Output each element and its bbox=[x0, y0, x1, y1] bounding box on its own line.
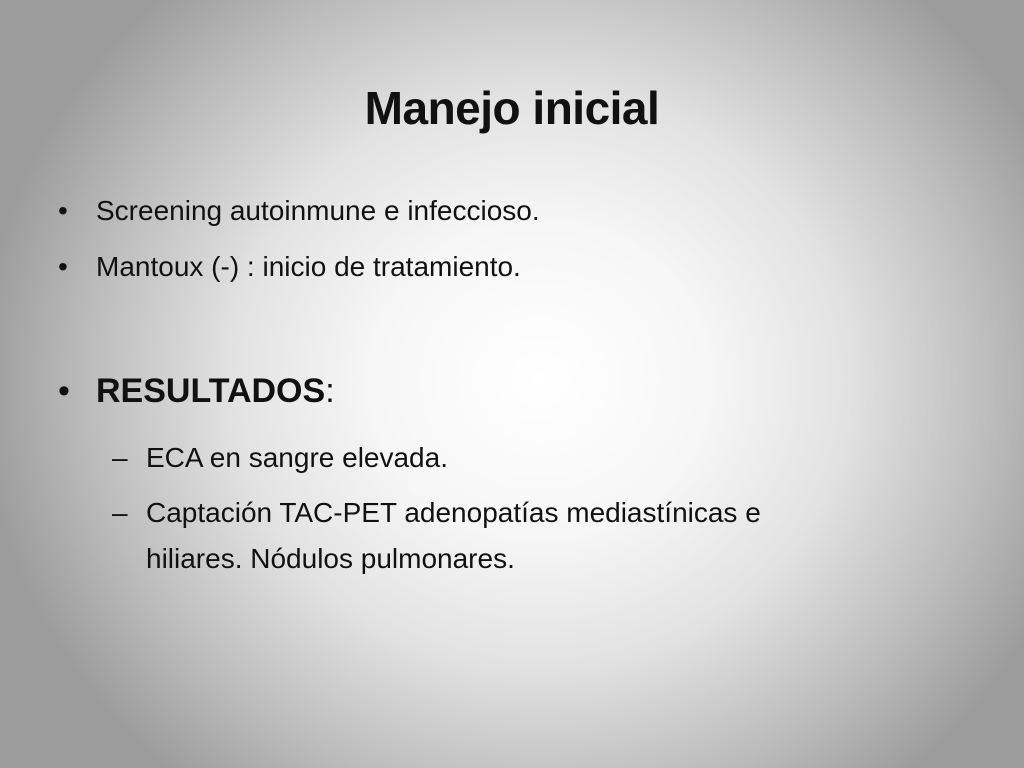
subitem-text-line1: Captación TAC-PET adenopatías mediastínicas e bbox=[146, 497, 761, 528]
bullet-item-mantoux bbox=[58, 250, 521, 284]
bullet-item-screening bbox=[58, 194, 540, 228]
resultados-colon: : bbox=[325, 372, 335, 410]
bullet-icon: • bbox=[58, 195, 68, 226]
bullet-icon: • bbox=[58, 251, 68, 282]
subitem-text: ECA en sangre elevada. bbox=[146, 442, 448, 473]
bullet-icon: • bbox=[58, 372, 70, 410]
dash-icon: – bbox=[112, 497, 128, 528]
resultados-heading: RESULTADOS bbox=[96, 372, 326, 410]
subitem-captacion bbox=[112, 490, 761, 582]
bullet-text: Screening autoinmune e infeccioso. bbox=[96, 195, 540, 226]
subitem-text-line2: hiliares. Nódulos pulmonares. bbox=[146, 543, 515, 574]
dash-icon: – bbox=[112, 442, 128, 473]
subitem-eca bbox=[112, 435, 448, 481]
bullet-text: Mantoux (-) : inicio de tratamiento. bbox=[96, 251, 521, 282]
bullet-item-resultados bbox=[58, 374, 335, 408]
slide-title: Manejo inicial bbox=[364, 82, 660, 134]
